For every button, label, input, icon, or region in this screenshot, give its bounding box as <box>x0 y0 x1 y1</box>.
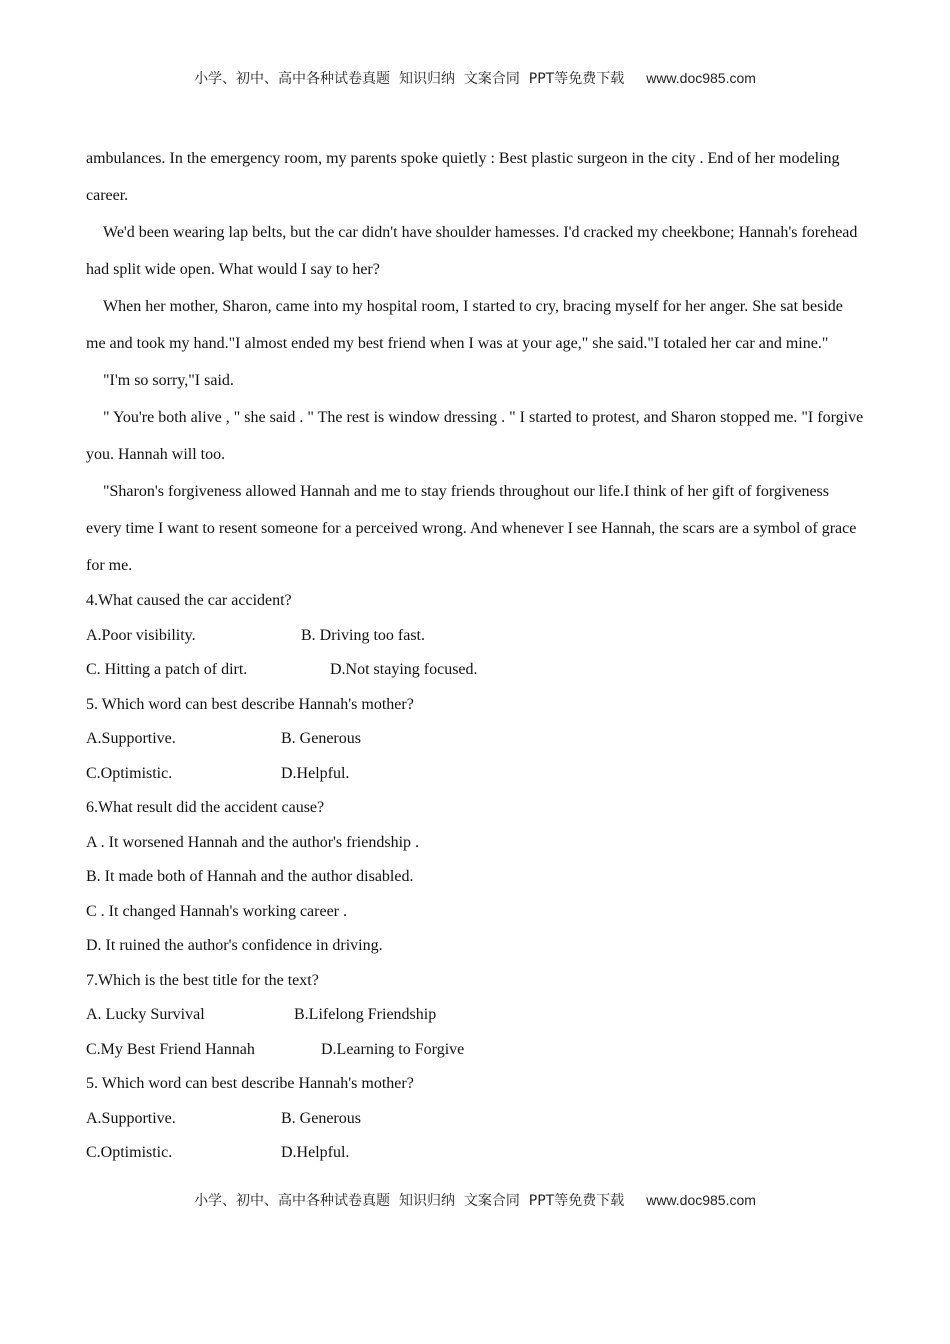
question-6-option-c: C . It changed Hannah's working career . <box>86 902 348 920</box>
passage-paragraph-4: "I'm so sorry,"I said. <box>103 372 234 389</box>
question-5-option-d: D.Helpful. <box>281 764 350 782</box>
question-5-options-row-1 <box>86 722 866 757</box>
question-4-option-c: C. Hitting a patch of dirt. <box>86 661 248 678</box>
question-6-option-a: A . It worsened Hannah and the author's friendship . <box>86 833 420 851</box>
passage-paragraph-1: ambulances. In the emergency room, my parents spoke quietly : Best plastic surgeon in the city . End of her modeling career. <box>86 150 840 204</box>
question-5-options-row-2 <box>86 757 866 792</box>
question-7-option-c: C.My Best Friend Hannah <box>86 1040 255 1058</box>
question-5-repeat-option-a: A.Supportive. <box>86 1109 176 1127</box>
question-4-options-row-2 <box>86 653 866 688</box>
question-6-option-b: B. It made both of Hannah and the author disabled. <box>86 868 414 885</box>
passage-paragraph-5: " You're both alive , " she said . " The rest is window dressing . " I started to protest, and Sharon stopped me. "I forgive you. Hannah will too. <box>86 409 864 463</box>
question-5-repeat-option-c: C.Optimistic. <box>86 1144 173 1161</box>
passage-paragraph-2: We'd been wearing lap belts, but the car didn't have shoulder hamesses. I'd cracked my cheekbone; Hannah's forehead had split wide open. What would I say to her? <box>86 224 858 278</box>
question-7-option-d: D.Learning to Forgive <box>321 1040 465 1058</box>
page-header <box>0 68 950 88</box>
passage-paragraph-6: "Sharon's forgiveness allowed Hannah and me to stay friends throughout our life.I think of her gift of forgiveness every time I want to resent someone for a perceived wrong. And whenever I see Hannah, the scars are a symbol of grace for me. <box>86 483 857 574</box>
question-6-option-d: D. It ruined the author's confidence in driving. <box>86 937 383 954</box>
document-body <box>86 140 866 1171</box>
question-6-stem: 6.What result did the accident cause? <box>86 799 325 816</box>
question-4-option-a: A.Poor visibility. <box>86 626 196 644</box>
page-footer <box>0 1190 950 1210</box>
header-text: 小学、初中、高中各种试卷真题 知识归纳 文案合同 PPT等免费下载 <box>194 71 625 87</box>
question-7-option-a: A. Lucky Survival <box>86 1006 205 1023</box>
question-5-option-c: C.Optimistic. <box>86 764 173 782</box>
question-4-options-row-1 <box>86 619 866 654</box>
question-5-option-a: A.Supportive. <box>86 730 176 747</box>
footer-url[interactable]: www.doc985.com <box>646 1192 756 1208</box>
question-7-stem: 7.Which is the best title for the text? <box>86 971 319 989</box>
question-5-option-b: B. Generous <box>281 730 361 747</box>
question-7-options-row-2 <box>86 1033 866 1068</box>
question-5-repeat-stem: 5. Which word can best describe Hannah's mother? <box>86 1075 414 1092</box>
header-url[interactable]: www.doc985.com <box>646 70 756 86</box>
question-5-repeat-option-d: D.Helpful. <box>281 1144 350 1161</box>
passage-paragraph-3: When her mother, Sharon, came into my hospital room, I started to cry, bracing myself for her anger. She sat beside me and took my hand."I almost ended my best friend when I was at your age," she said."I totaled her car and mine." <box>86 298 843 352</box>
question-4-stem: 4.What caused the car accident? <box>86 592 292 609</box>
question-7-options-row-1 <box>86 998 866 1033</box>
question-5-repeat-options-row-1 <box>86 1102 866 1137</box>
question-5-repeat-option-b: B. Generous <box>281 1109 361 1127</box>
question-7-option-b: B.Lifelong Friendship <box>294 1006 437 1023</box>
question-4-option-d: D.Not staying focused. <box>330 661 478 678</box>
footer-text: 小学、初中、高中各种试卷真题 知识归纳 文案合同 PPT等免费下载 <box>194 1193 625 1209</box>
question-5-stem: 5. Which word can best describe Hannah's mother? <box>86 695 414 713</box>
question-4-option-b: B. Driving too fast. <box>301 626 425 644</box>
question-5-repeat-options-row-2 <box>86 1136 866 1171</box>
